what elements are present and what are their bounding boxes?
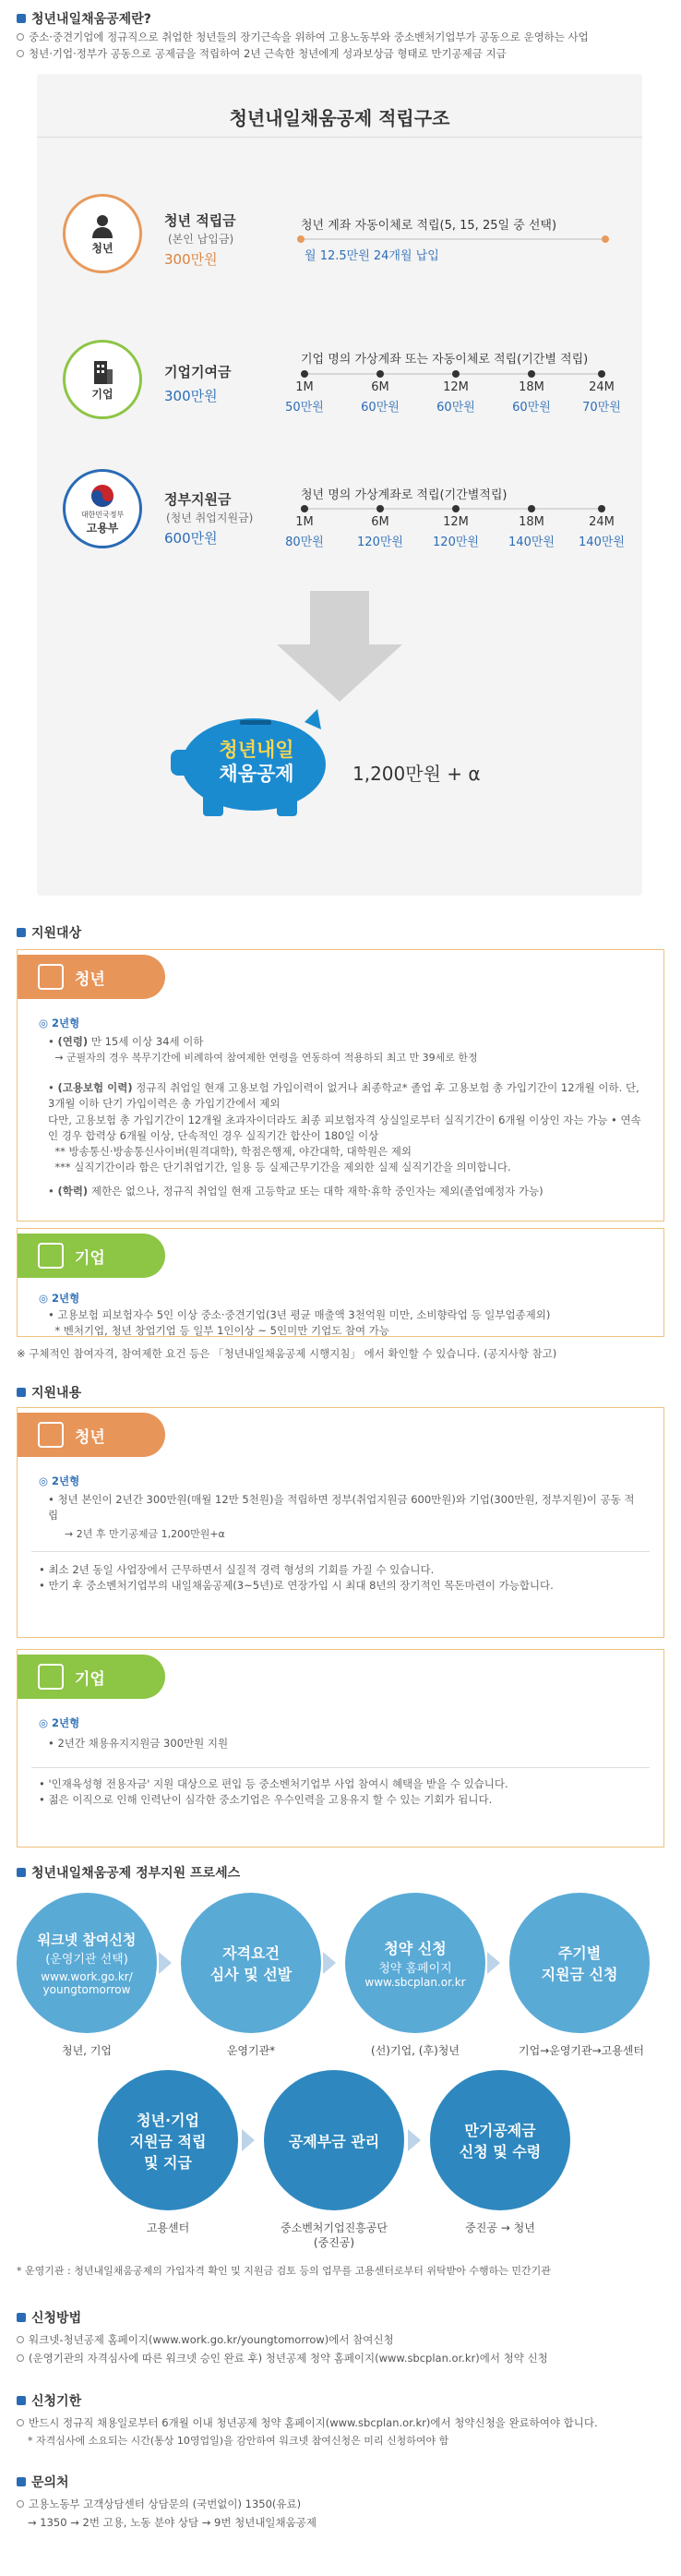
circle-bullet-icon [17, 2354, 24, 2362]
taegeuk-emblem-icon [89, 482, 116, 510]
process-title: 청년내일채움공제 정부지원 프로세스 [17, 1863, 240, 1882]
target-youth-edu: • (학력) 제한은 없으나, 정규직 취업일 현재 고등학교 또는 대학 재학·휴학 중인자는 제외(졸업예정자 가능) [48, 1185, 544, 1198]
divider [31, 1551, 650, 1552]
circle-bullet-icon [17, 2419, 24, 2426]
gov-tick-label: 6M [371, 515, 389, 529]
apply-title: 신청방법 [17, 2308, 81, 2327]
circle-bullet-icon [17, 33, 24, 41]
divider [31, 1767, 650, 1768]
apply-line-1: 워크넷-청년공제 홈페이지(www.work.go.kr/youngtomorrow)에서 참여신청 [17, 2332, 672, 2348]
youth-timeline [301, 238, 605, 240]
process-note: * 운영기관 : 청년내일채움공제의 가입자격 확인 및 지원금 검토 등의 업무를 고용센터로부터 위탁받아 수행하는 민간기관 [17, 2265, 551, 2277]
down-arrow-icon [277, 591, 402, 702]
target-title: 지원대상 [17, 923, 81, 942]
intro-title: 청년내일채움공제란? [17, 9, 151, 28]
content-title: 지원내용 [17, 1383, 81, 1402]
gov-fund-sub: (청년 취업지원금) [166, 512, 254, 524]
process-step-1-caption: 청년, 기업 [62, 2044, 112, 2057]
youth-icon-circle [63, 194, 142, 273]
gov-icon-label: 고용부 [86, 522, 119, 535]
apply-line-2: (운영기관의 자격심사에 따른 워크넷 승인 완료 후) 청년공제 청약 홈페이지(www.sbcplan.or.kr)에서 청약 신청 [17, 2351, 672, 2366]
gov-tick-value: 140만원 [579, 536, 625, 549]
section-bullet-icon [17, 928, 26, 937]
process-step-5-caption: 고용센터 [146, 2221, 190, 2234]
process-step-7: 만기공제금 신청 및 수령 [430, 2070, 570, 2210]
content-youth-notes: • 최소 2년 동일 사업장에서 근무하면서 실질적 경력 형성의 기회를 가질 수 있습니다. • 만기 후 중소벤처기업부의 내일채움공제(3~5년)로 연장가입 시 최대 8년의 장기적인 목돈마련이 가능합니다. [39, 1563, 554, 1593]
target-company-items: • 고용보험 피보험자수 5인 이상 중소·중견기업(3년 평균 매출액 3천억원 미만, 소비향락업 등 일부업종제외) * 벤처기업, 청년 창업기업 등 일부 1인이상 ~ 5인미만 기업도 참여 가능 [48, 1308, 551, 1338]
content-youth-type: ◎ 2년형 [39, 1475, 80, 1487]
process-step-4: 주기별 지원금 신청 [509, 1893, 650, 2033]
timeline-dot [301, 505, 308, 512]
process-step-2-caption: 운영기관* [226, 2044, 276, 2057]
target-youth-type: ◎ 2년형 [39, 1017, 80, 1029]
deadline-line-2: * 자격심사에 소요되는 시간(통상 10영업일)을 감안하여 워크넷 참여신청은 미리 신청하여야 함 [28, 2435, 449, 2447]
process-step-3-caption: (선)기업, (후)청년 [371, 2044, 460, 2057]
intro-line-2: 청년·기업·정부가 공동으로 공제금을 적립하여 2년 근속한 청년에게 성과보상금 형태로 만기공제금 지급 [17, 46, 672, 62]
process-step-1: 워크넷 참여신청 (운영기관 선택) www.work.go.kr/ youngtomorrow [17, 1893, 157, 2033]
timeline-dot [598, 505, 605, 512]
arrow-right-icon [242, 2129, 255, 2151]
target-youth-insurance: • (고용보험 이력) 정규직 취업일 현재 고용보험 가입이력이 없거나 최종학교* 졸업 후 고용보험 총 가입기간이 12개월 이하. 단, 3개월 이하 단기 가입이력은 총 가입기간에서 제외 다만, 고용보험 총 가입기간이 12개월 초과자이더라도 최종 피보험자격 상실일로부터 실직기간이 6개월 이상인 자는 가능 • 연속인 경우 합력상 6개월 이상, 단속적인 경우 실직기간 합산이 180일 이상 ** 방송통신·방송통신사이버(원격대학), 학점은행제, 야간대학, 대학원은 제외 *** 실직기간이라 함은 단기취업기간, 일용 등 실제근무기간을 제외한 실제 실직기간을 의미합니다. [48, 1081, 641, 1174]
section-bullet-icon [17, 2477, 26, 2486]
youth-desc: 청년 계좌 자동이체로 적립(5, 15, 25일 중 선택) [301, 219, 557, 233]
intro-line-1: 중소·중견기업에 정규직으로 취업한 청년들의 장기근속을 위하여 고용노동부와 중소벤처기업부가 공동으로 운영하는 사업 [17, 30, 672, 45]
deadline-line-1: 반드시 정규직 채용일로부터 6개월 이내 청년공제 청약 홈페이지(www.sbcplan.or.kr)에서 청약신청을 완료하여야 합니다. [17, 2415, 672, 2431]
company-tick-value: 60만원 [361, 401, 400, 415]
arrow-right-icon [487, 1952, 500, 1974]
circle-bullet-icon [17, 2336, 24, 2343]
youth-fund-name: 청년 적립금 [164, 212, 236, 229]
company-tick-value: 50만원 [285, 401, 324, 415]
section-bullet-icon [17, 2313, 26, 2322]
content-youth-pill: 청년 [18, 1413, 165, 1457]
timeline-dot [301, 370, 308, 378]
gov-fund-amount: 600만원 [164, 530, 218, 547]
person-icon [89, 212, 116, 240]
structure-title: 청년내일채움공제 적립구조 [229, 107, 450, 129]
content-company-pill: 기업 [18, 1655, 165, 1699]
company-fund-name: 기업기여금 [164, 364, 232, 380]
building-icon [90, 358, 114, 386]
content-company-notes: • '인재육성형 전용자금' 지원 대상으로 편입 등 중소벤처기업부 사업 참여시 혜택을 받을 수 있습니다. • 젊은 이직으로 인해 인력난이 심각한 중소기업은 우수인력을 고용유지 할 수 있는 기회가 됩니다. [39, 1777, 508, 1807]
gov-tick-label: 18M [519, 515, 544, 529]
timeline-dot [376, 370, 384, 378]
company-tick-label: 24M [589, 380, 615, 394]
company-icon-circle [63, 340, 142, 419]
piggy-bank-icon [166, 702, 332, 822]
gov-tick-label: 12M [443, 515, 469, 529]
company-tick-label: 1M [295, 380, 314, 394]
company-tick-value: 60만원 [512, 401, 551, 415]
gov-tick-value: 140만원 [508, 536, 555, 549]
arrow-right-icon [408, 2129, 421, 2151]
timeline-dot [598, 370, 605, 378]
process-step-4-caption: 기업→운영기관→고용센터 [518, 2044, 645, 2057]
timeline-dot [528, 370, 535, 378]
gov-emblem-text: 대한민국정부 [80, 511, 125, 519]
contact-line-2: → 1350 → 2번 고용, 노동 분야 상담 → 9번 청년내일채움공제 [28, 2516, 317, 2529]
gov-tick-value: 120만원 [357, 536, 403, 549]
gov-desc: 청년 명의 가상계좌로 적립(기간별적립) [301, 488, 508, 502]
process-step-6-caption: 중소벤처기업진흥공단 [281, 2221, 388, 2234]
arrow-right-icon [323, 1952, 336, 1974]
target-company-type: ◎ 2년형 [39, 1292, 80, 1305]
timeline-dot [376, 505, 384, 512]
process-step-3: 청약 신청 청약 홈페이지 www.sbcplan.or.kr [345, 1893, 485, 2033]
company-fund-amount: 300만원 [164, 388, 218, 404]
building-icon [38, 1664, 64, 1690]
person-icon [38, 964, 64, 990]
section-bullet-icon [17, 2396, 26, 2405]
section-bullet-icon [17, 14, 26, 23]
content-company-line1: • 2년간 채용유지지원금 300만원 지원 [48, 1737, 229, 1750]
process-step-5: 청년·기업 지원금 적립 및 지급 [98, 2070, 238, 2210]
deadline-title: 신청기한 [17, 2391, 81, 2410]
company-tick-label: 12M [443, 380, 469, 394]
gov-icon-circle [63, 469, 142, 548]
timeline-dot [297, 235, 305, 243]
timeline-dot [452, 370, 460, 378]
youth-fund-sub: (본인 납입금) [168, 233, 234, 246]
target-youth-pill: 청년 [18, 955, 165, 999]
process-step-2: 자격요건 심사 및 선발 [181, 1893, 321, 2033]
company-tick-value: 70만원 [582, 401, 621, 415]
gov-tick-label: 1M [295, 515, 314, 529]
contact-title: 문의처 [17, 2473, 69, 2491]
process-step-7-caption: 중진공 → 청년 [465, 2221, 535, 2234]
arrow-right-icon [159, 1952, 172, 1974]
section-bullet-icon [17, 1868, 26, 1877]
building-icon [38, 1243, 64, 1269]
gov-fund-name: 정부지원금 [164, 491, 232, 508]
section-bullet-icon [17, 1388, 26, 1397]
gov-tick-value: 80만원 [285, 536, 324, 549]
company-tick-label: 6M [371, 380, 389, 394]
company-tick-value: 60만원 [436, 401, 475, 415]
target-note: ※ 구체적인 참여자격, 참여제한 요건 등은 「청년내일채움공제 시행지침」 에서 확인할 수 있습니다. (공지사항 참고) [17, 1347, 557, 1360]
process-step-6-caption-2: (중진공) [313, 2236, 355, 2249]
gov-tick-label: 24M [589, 515, 615, 529]
circle-bullet-icon [17, 2500, 24, 2508]
timeline-dot [528, 505, 535, 512]
circle-bullet-icon [17, 50, 24, 57]
pig-label-1: 청년내일 [219, 739, 294, 761]
company-icon-label: 기업 [91, 387, 114, 401]
youth-note: 월 12.5만원 24개월 납입 [305, 249, 439, 263]
timeline-dot [452, 505, 460, 512]
youth-icon-label: 청년 [91, 241, 114, 255]
person-icon [38, 1422, 64, 1448]
divider [37, 137, 642, 138]
process-step-6: 공제부금 관리 [264, 2070, 404, 2210]
gov-tick-value: 120만원 [433, 536, 479, 549]
company-desc: 기업 명의 가상계좌 또는 자동이체로 적립(기간별 적립) [301, 353, 589, 367]
target-youth-age: • (연령) 만 15세 이상 34세 이하 → 군필자의 경우 복무기간에 비례하여 참여제한 연령을 연동하여 적용하되 최고 만 39세로 한정 [48, 1035, 478, 1065]
company-tick-label: 18M [519, 380, 544, 394]
timeline-dot [602, 235, 609, 243]
content-youth-line1: • 청년 본인이 2년간 300만원(매월 12만 5천원)을 적립하면 정부(취업지원금 600만원)와 기업(300만원, 정부지원)이 공동 적립 [48, 1493, 635, 1523]
content-youth-line2: → 2년 후 만기공제금 1,200만원+α [65, 1528, 225, 1540]
content-company-type: ◎ 2년형 [39, 1716, 80, 1729]
target-company-pill: 기업 [18, 1234, 165, 1278]
total-amount: 1,200만원 + α [352, 763, 481, 785]
pig-label-2: 채움공제 [219, 763, 294, 785]
contact-line-1: 고용노동부 고객상담센터 상담문의 (국번없이) 1350(유료) [17, 2497, 672, 2512]
youth-fund-amount: 300만원 [164, 251, 218, 268]
